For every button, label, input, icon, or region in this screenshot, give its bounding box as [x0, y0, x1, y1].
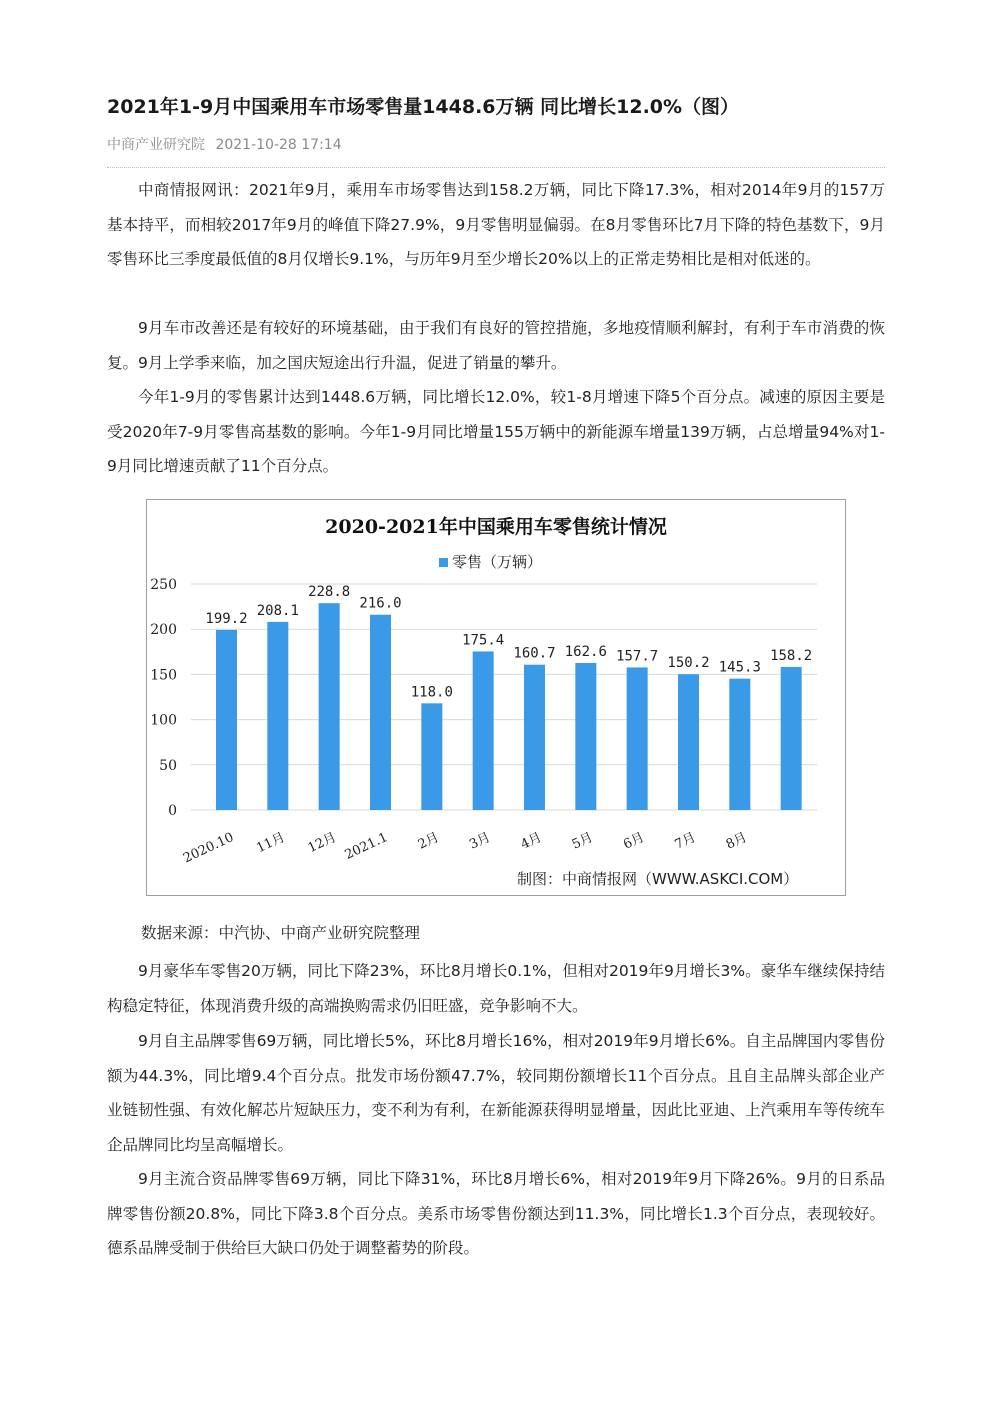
bar: [781, 667, 802, 810]
bar-value-label: 175.4: [462, 632, 505, 649]
chart-title: 2020-2021年中国乘用车零售统计情况: [325, 516, 667, 538]
paragraph-6: 9月主流合资品牌零售69万辆，同比下降31%，环比8月增长6%，相对2019年9月下降26%。9月的日系品牌零售份额20.8%，同比下降3.8个百分点。美系市场零售份额达到11.3%，同比增长1.3个百分点，表现较好。德系品牌受制于供给巨大缺口仍处于调整蓄势的阶段。: [107, 1170, 885, 1257]
chart-svg: [147, 500, 845, 895]
paragraph-5: 9月自主品牌零售69万辆，同比增长5%，环比8月增长16%，相对2019年9月增长6%。自主品牌国内零售份额为44.3%，同比增9.4个百分点。批发市场份额47.7%，较同期份额增长11个百分点。且自主品牌头部企业产业链韧性强、有效化解芯片短缺压力，变不利为有利，在新能源获得明显增量，因此比亚迪、上汽乘用车等传统车企品牌同比均呈高幅增长。: [107, 1032, 885, 1154]
bar-value-label: 228.8: [308, 584, 351, 601]
bar: [267, 622, 288, 810]
x-tick-label: 2020.10: [181, 830, 237, 867]
bar: [319, 603, 340, 810]
bars: [205, 584, 812, 810]
bar: [370, 615, 391, 810]
data-source-note: 数据来源：中汽协、中商产业研究院整理: [141, 924, 421, 942]
x-tick-label: 11月: [254, 830, 288, 857]
legend-label: 零售（万辆）: [452, 553, 543, 571]
bar: [524, 665, 545, 810]
bar-value-label: 157.7: [616, 648, 659, 665]
x-tick-label: 3月: [467, 830, 493, 853]
bar-value-label: 160.7: [513, 645, 556, 662]
divider: [107, 167, 885, 168]
y-tick-label: 100: [150, 712, 177, 729]
retail-bar-chart: [146, 499, 846, 896]
paragraph-2: 9月车市改善还是有较好的环境基础，由于我们有良好的管控措施，多地疫情顺利解封，有利于车市消费的恢复。9月上学季来临，加之国庆短途出行升温，促进了销量的攀升。: [107, 319, 885, 372]
x-tick-label: 4月: [518, 830, 545, 853]
x-tick-label: 6月: [621, 830, 647, 853]
bar-value-label: 145.3: [718, 659, 761, 676]
x-tick-label: 8月: [723, 830, 750, 853]
paragraph-3: 今年1-9月的零售累计达到1448.6万辆，同比增长12.0%，较1-8月增速下降5个百分点。减速的原因主要是受2020年7-9月零售高基数的影响。今年1-9月同比增量155万辆中的新能源车增量139万辆，占总增量94%对1-9月同比增速贡献了11个百分点。: [107, 388, 885, 475]
x-tick-label: 5月: [569, 830, 596, 853]
paragraph-4: 9月豪华车零售20万辆，同比下降23%，环比8月增长0.1%，但相对2019年9月增长3%。豪华车继续保持结构稳定特征，体现消费升级的高端换购需求仍旧旺盛，竞争影响不大。: [107, 962, 885, 1015]
article-source: 中商产业研究院: [107, 137, 205, 153]
bar-value-label: 216.0: [359, 595, 402, 612]
bar-value-label: 199.2: [205, 610, 248, 627]
y-tick-label: 200: [150, 622, 177, 639]
x-tick-label: 2021.1: [342, 830, 391, 863]
bar-value-label: 162.6: [564, 644, 607, 661]
article-meta: [107, 136, 342, 154]
article-datetime: 2021-10-28 17:14: [215, 137, 342, 153]
x-tick-label: 7月: [672, 830, 699, 853]
legend-swatch: [439, 558, 448, 567]
bar-value-label: 150.2: [667, 655, 710, 672]
bar: [216, 630, 237, 810]
bar-value-label: 158.2: [770, 647, 813, 664]
chart-credit: 制图：中商情报网（WWW.ASKCI.COM）: [517, 870, 799, 888]
bar: [627, 667, 648, 810]
x-tick-label: 12月: [305, 830, 339, 857]
x-tick-label: 2月: [415, 830, 442, 853]
bar: [729, 679, 750, 810]
bar-value-label: 208.1: [256, 602, 299, 619]
y-tick-label: 150: [150, 667, 177, 684]
paragraph-1: 中商情报网讯：2021年9月，乘用车市场零售达到158.2万辆，同比下降17.3%，相对2014年9月的157万基本持平，而相较2017年9月的峰值下降27.9%，9月零售明显偏弱。在8月零售环比7月下降的特色基数下，9月零售环比三季度最低值的8月仅增长9.1%，与历年9月至少增长20%以上的正常走势相比是相对低迷的。: [107, 181, 885, 268]
bar: [473, 651, 494, 810]
bar-value-label: 118.0: [410, 684, 453, 701]
bar: [678, 674, 699, 810]
y-tick-label: 50: [159, 757, 177, 774]
y-tick-label: 250: [150, 577, 177, 593]
article-title: 2021年1-9月中国乘用车市场零售量1448.6万辆 同比增长12.0%（图）: [107, 96, 740, 118]
y-tick-label: 0: [168, 803, 177, 819]
bar: [421, 703, 442, 810]
bar: [575, 663, 596, 810]
